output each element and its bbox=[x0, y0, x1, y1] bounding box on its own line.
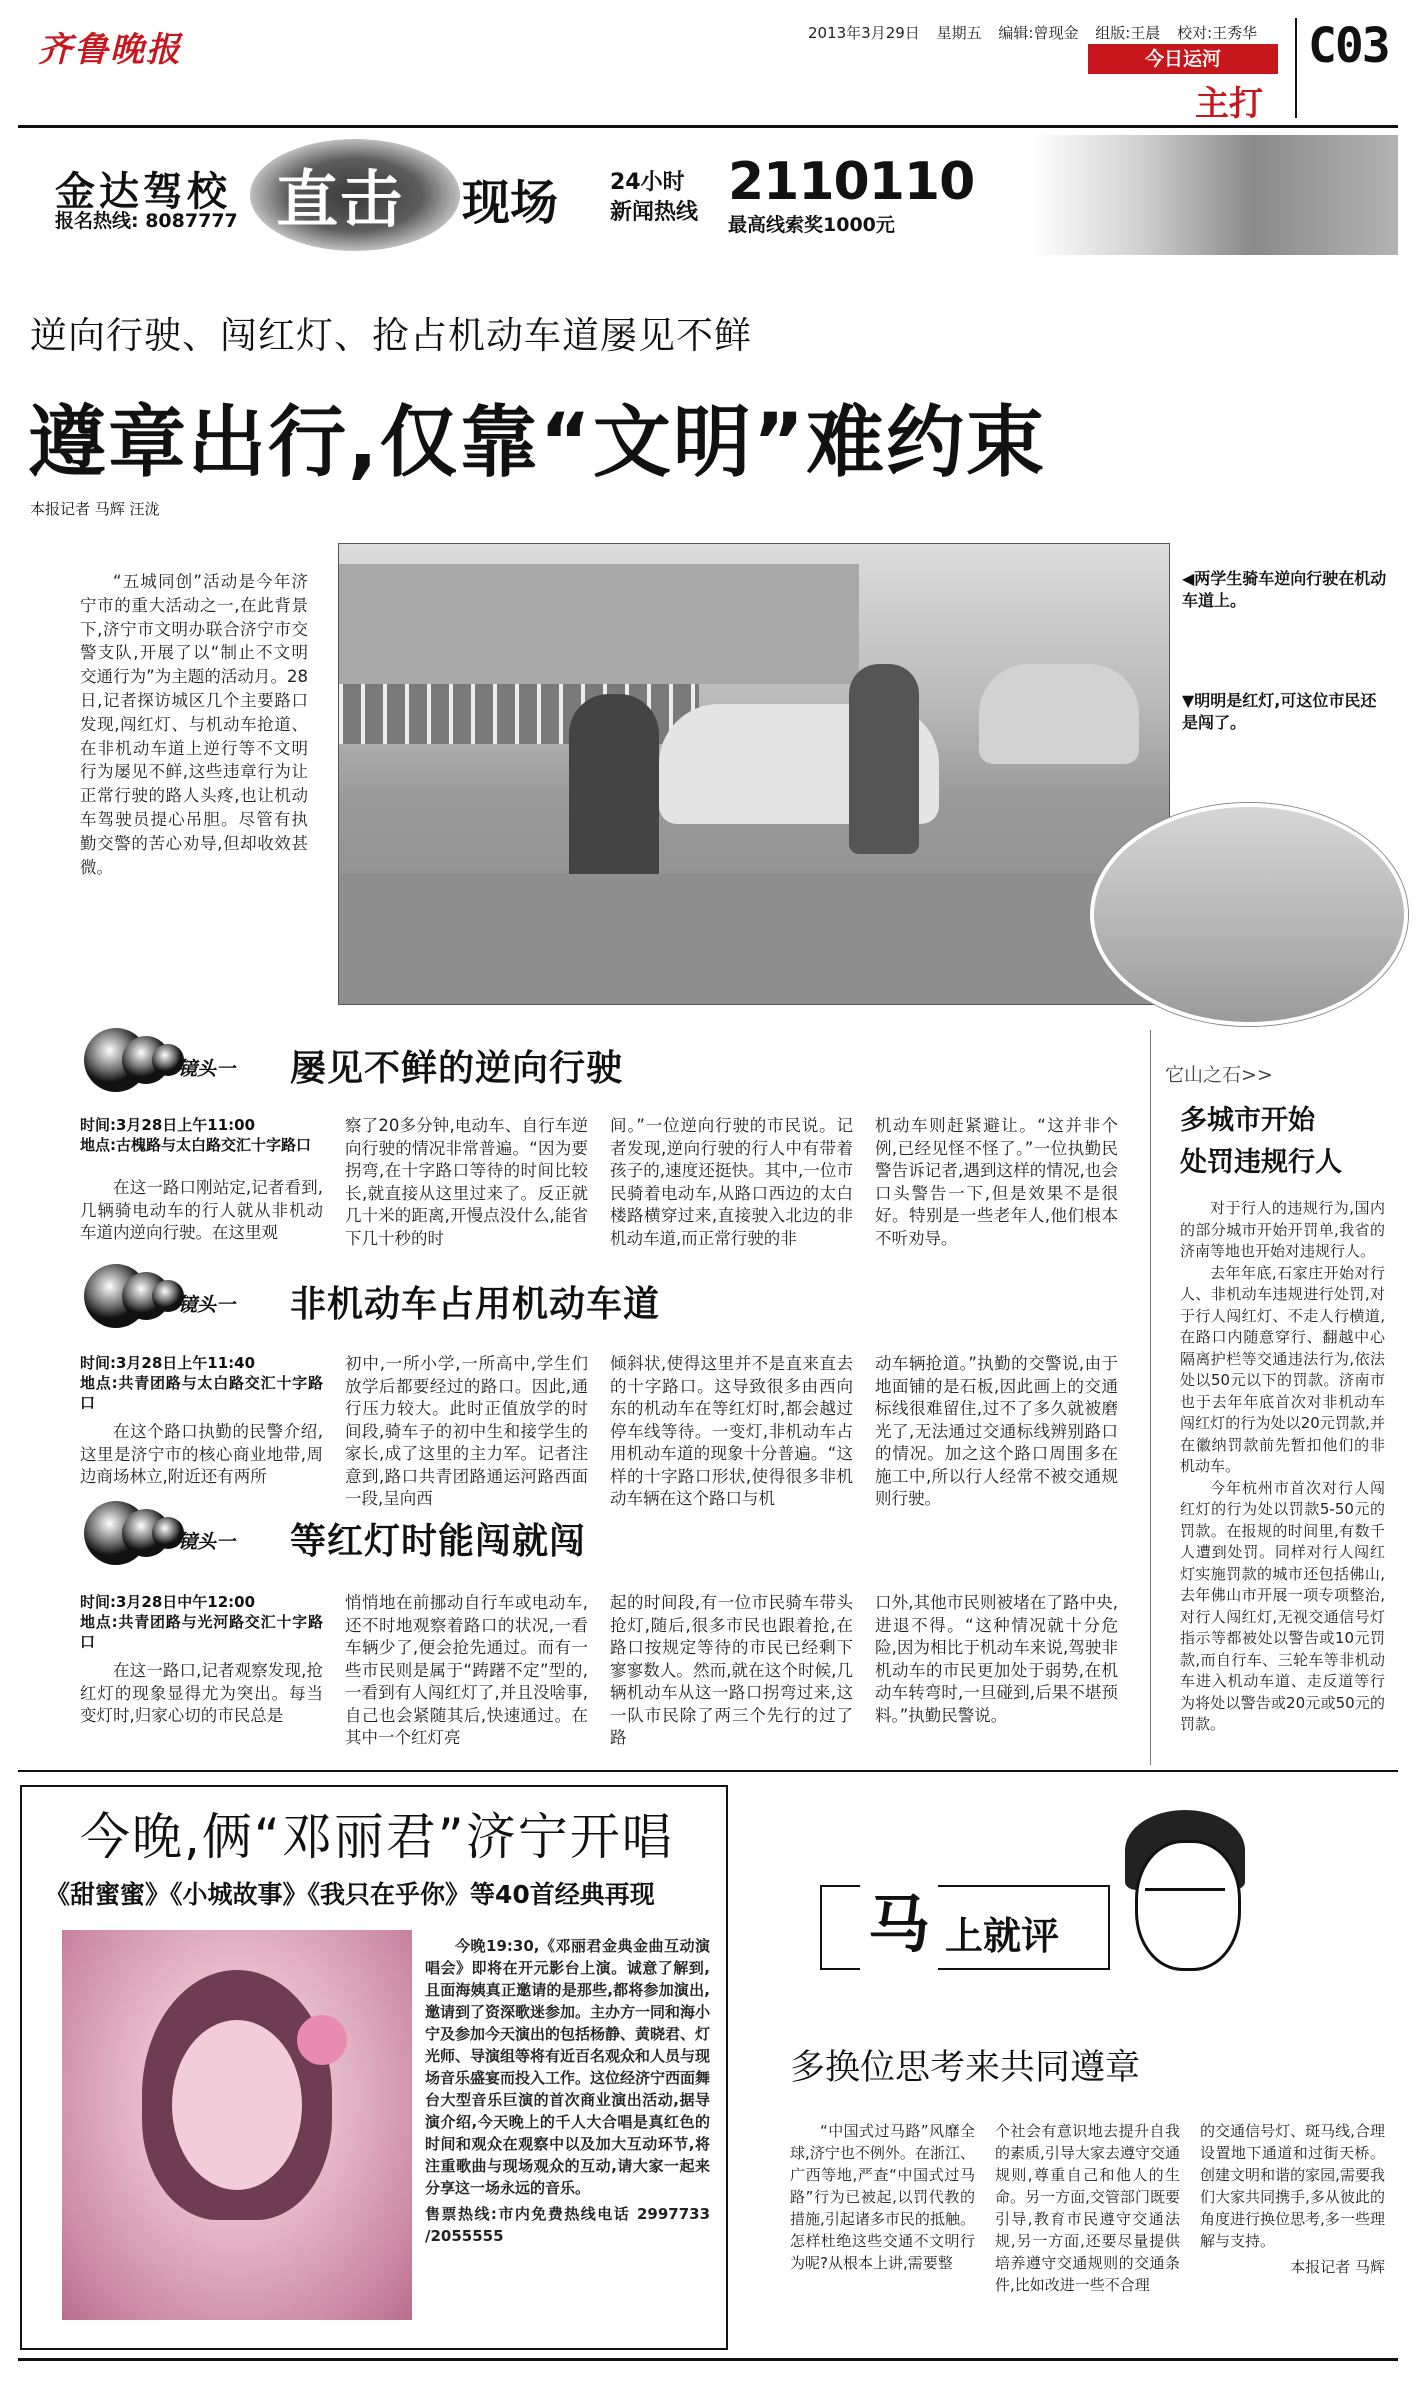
section-text: 在这一路口,记者观察发现,抢红灯的现象显得尤为突出。每当变灯时,归家心切的市民总是 bbox=[80, 1661, 323, 1725]
inset-photo bbox=[1090, 803, 1408, 1026]
sponsor-phone: 报名热线: 8087777 bbox=[55, 210, 238, 232]
lens-label: 镜头一 bbox=[178, 1058, 236, 1080]
reward-note: 最高线索奖1000元 bbox=[728, 214, 895, 236]
sidebar-body bbox=[1180, 1198, 1385, 1736]
editorial-column-name: 上就评 bbox=[945, 1914, 1060, 1958]
section-column bbox=[610, 1592, 853, 1750]
section-column bbox=[875, 1592, 1118, 1727]
section-column bbox=[345, 1115, 588, 1250]
proof-credit: 校对:王秀华 bbox=[1177, 24, 1258, 42]
section-column bbox=[345, 1592, 588, 1750]
issue-date: 2013年3月29日 bbox=[808, 24, 920, 42]
hair-flower bbox=[297, 2015, 347, 2065]
section-column bbox=[345, 1353, 588, 1511]
editorial-column bbox=[995, 2120, 1180, 2296]
section-text: 机动车则赶紧避让。“这并非个例,已经见怪不怪了。”一位执勤民警告诉记者,遇到这样的情况,也会口头警告一下,但是效果不是很好。特别是一些老年人,他们根本不听劝导。 bbox=[875, 1116, 1118, 1248]
section-text: 察了20多分钟,电动车、自行车逆向行驶的情况非常普遍。“因为要拐弯,在十字路口等待的时间比较长,就直接从这里过来了。反正就几十米的距离,开慢点没什么,能省下几十秒的时 bbox=[345, 1116, 588, 1248]
section-text: 起的时间段,有一位市民骑车带头抢灯,随后,很多市民也跟着抢,在路口按规定等待的市民已经剩下寥寥数人。然而,就在这个时候,几辆机动车从这一路口拐弯过来,这一队市民除了两三个先行的过了路 bbox=[610, 1593, 853, 1747]
edition-region-tag: 今日运河 bbox=[1088, 44, 1278, 74]
lens-label: 镜头一 bbox=[178, 1531, 236, 1553]
section-label: 主打 bbox=[1195, 84, 1263, 124]
sidebar-title-line-1: 多城市开始 bbox=[1180, 1105, 1315, 1136]
concert-body bbox=[425, 1935, 710, 2247]
singer-face bbox=[172, 2020, 302, 2190]
glasses-icon bbox=[1145, 1888, 1225, 1911]
hotline-label-2: 新闻热线 bbox=[610, 200, 699, 225]
section-column bbox=[80, 1353, 323, 1489]
column-title-sub: 现场 bbox=[462, 175, 559, 231]
paper-logo: 齐鲁晚报 bbox=[38, 30, 182, 70]
section-text: 在这一路口刚站定,记者看到,几辆骑电动车的行人就从非机动车道内逆向行驶。在这里观 bbox=[80, 1178, 323, 1242]
headline-kicker: 逆向行驶、闯红灯、抢占机动车道屡见不鲜 bbox=[30, 314, 752, 357]
editorial-column-char: 马 bbox=[860, 1880, 938, 1970]
photo-car-2 bbox=[979, 664, 1139, 764]
sidebar-paragraph: 今年杭州市首次对行人闯红灯的行为处以罚款5-50元的罚款。在报规的时间里,有数千人遭到处罚。同样对行人闯红灯实施罚款的城市还包括佛山,去年佛山市开展一项专项整治,对行人闯红灯,无视交通信号灯指示等都被处以警告或10元罚款,而自行车、三轮车等非机动车进入机动车道、走反道等行为将处以警告或20元或50元的罚款。 bbox=[1180, 1478, 1385, 1733]
editorial-text: 个社会有意识地去提升自我的素质,引导大家去遵守交通规则,尊重自己和他人的生命。另一方面,交管部门既要引导,教育市民遵守交通法规,另一方面,还要尽量提供培养遵守交通规则的交通条件,比如改进一些不合理 bbox=[995, 2122, 1180, 2294]
section-place: 地点:共青团路与光河路交汇十字路口 bbox=[80, 1613, 323, 1651]
news-photo bbox=[338, 543, 1170, 1005]
banner-photo-strip bbox=[1033, 135, 1398, 255]
section-text: 间。”一位逆向行驶的市民说。记者发现,逆向行驶的行人中有带着孩子的,速度还挺快。其中,一位市民骑着电动车,从路口西边的太白楼路横穿过来,直接驶入北边的非机动车道,而正常行驶的非 bbox=[610, 1116, 853, 1248]
section-column bbox=[875, 1353, 1118, 1511]
editorial-text: “中国式过马路”风靡全球,济宁也不例外。在浙江、广西等地,严查“中国式过马路”行为已被起,以罚代教的措施,引起诸多市民的抵触。怎样杜绝这些交通不文明行为呢?从根本上讲,需要整 bbox=[790, 2122, 975, 2272]
hotline-number: 2110110 bbox=[728, 152, 975, 212]
sidebar-divider bbox=[1150, 1030, 1151, 1765]
section-text: 动车辆抢道。”执勤的交警说,由于地面铺的是石板,因此画上的交通标线很难留住,过不了多久就被磨光了,无法通过交通标线辨别路口的情况。加之这个路口周围多在施工中,所以行人经常不被交通规则行驶。 bbox=[875, 1354, 1118, 1508]
lens-label: 镜头一 bbox=[178, 1294, 236, 1316]
section-column bbox=[610, 1115, 853, 1250]
photo-road bbox=[339, 874, 1169, 1004]
section-time: 时间:3月28日中午12:00 bbox=[80, 1593, 256, 1611]
section-text: 初中,一所小学,一所高中,学生们放学后都要经过的路口。因此,通行压力较大。此时正值放学的时间段,骑车子的初中生和接学生的家长,成了这里的主力军。记者注意到,路口共青团路通运河路西面一段,呈向西 bbox=[345, 1354, 588, 1508]
sidebar-paragraph: 对于行人的违规行为,国内的部分城市开始开罚单,我省的济南等地也开始对违规行人。 bbox=[1180, 1199, 1385, 1260]
editorial-title: 多换位思考来共同遵章 bbox=[790, 2048, 1141, 2088]
section-column bbox=[610, 1353, 853, 1511]
headline-byline: 本报记者 马辉 汪泷 bbox=[30, 500, 160, 518]
section-column bbox=[80, 1115, 323, 1245]
section-title: 非机动车占用机动车道 bbox=[290, 1284, 661, 1325]
section-place: 地点:共青团路与太白路交汇十字路口 bbox=[80, 1374, 323, 1412]
sidebar-title-line-2: 处罚违规行人 bbox=[1180, 1147, 1342, 1178]
header-divider-vertical bbox=[1295, 18, 1297, 118]
section-column bbox=[875, 1115, 1118, 1250]
section-column bbox=[80, 1592, 323, 1728]
headline-title: 遵章出行,仅靠“文明”难约束 bbox=[28, 398, 1047, 488]
column-title-main: 直击 bbox=[276, 163, 405, 236]
section-time: 时间:3月28日上午11:40 bbox=[80, 1354, 256, 1372]
section-time: 时间:3月28日上午11:00 bbox=[80, 1116, 256, 1134]
editorial-column bbox=[1200, 2120, 1385, 2278]
editorial-byline: 本报记者 马辉 bbox=[1290, 2258, 1385, 2276]
sidebar-paragraph: 去年年底,石家庄开始对行人、非机动车违规进行处罚,对于行人闯红灯、不走人行横道,在路口内随意穿行、翻越中心隔离护栏等交通违法行为,依法处以50元以下的罚款。济南市也于去年年底首次对非机动车闯红灯的行为处以20元罚款,并在徽纳罚款前先暂扣他们的非机动车。 bbox=[1180, 1263, 1385, 1475]
section-text: 口外,其他市民则被堵在了路中央,进退不得。“这种情况就十分危险,因为相比于机动车来说,驾驶非机动车的市民更加处于弱势,在机动车转弯时,一旦碰到,后果不堪预料。”执勤民警说。 bbox=[875, 1593, 1118, 1725]
photo-caption-2: ▼明明是红灯,可这位市民还是闯了。 bbox=[1182, 691, 1377, 732]
editorial-column bbox=[790, 2120, 975, 2274]
concert-subtitle: 《甜蜜蜜》《小城故事》《我只在乎你》等40首经典再现 bbox=[45, 1880, 655, 1909]
section-title: 屡见不鲜的逆向行驶 bbox=[290, 1048, 624, 1089]
lead-text: “五城同创”活动是今年济宁市的重大活动之一,在此背景下,济宁市文明办联合济宁市交警支队,开展了以“制止不文明交通行为”为主题的活动月。28日,记者探访城区几个主要路口发现,闯红灯、与机动车抢道、在非机动车道上逆行等不文明行为屡见不鲜,这些违章行为让正常行驶的路人头疼,也让机动车驾驶员提心吊胆。尽管有执勤交警的苦心劝导,但却收效甚微。 bbox=[80, 572, 308, 877]
columnist-portrait bbox=[1105, 1810, 1265, 1985]
issue-weekday: 星期五 bbox=[936, 24, 982, 42]
section-text: 倾斜状,使得这里并不是直来直去的十字路口。这导致很多由西向东的机动车在等红灯时,都会越过停车线等待。一变灯,非机动车占用机动车道的现象十分普遍。“这样的十字路口形状,使得很多非机动车辆在这个路口与机 bbox=[610, 1354, 853, 1508]
page-bottom-rule bbox=[18, 2358, 1398, 2361]
editor-credit: 编辑:曾现金 bbox=[998, 24, 1079, 42]
layout-credit: 组版:王晨 bbox=[1095, 24, 1161, 42]
section-text: 悄悄地在前挪动自行车或电动车,还不时地观察着路口的状况,一看车辆少了,便会抢先通过。而有一些市民则是属于“踌躇不定”型的,一看到有人闯红灯了,并且没啥事,自己也会紧随其后,快速通过。在其中一个红灯亮 bbox=[345, 1593, 588, 1747]
section-title: 等红灯时能闯就闯 bbox=[290, 1521, 587, 1562]
concert-title: 今晚,俩“邓丽君”济宁开唱 bbox=[80, 1808, 674, 1866]
hotline-label-1: 24小时 bbox=[610, 170, 685, 195]
section-place: 地点:古槐路与太白路交汇十字路口 bbox=[80, 1136, 312, 1154]
concert-ticket: 售票热线:市内免费热线电话 2997733 /2055555 bbox=[425, 2205, 710, 2245]
lens-icon bbox=[80, 1500, 190, 1566]
photo-building bbox=[339, 564, 859, 684]
lead-paragraph bbox=[80, 570, 308, 879]
lens-icon bbox=[80, 1027, 190, 1093]
editorial-text: 的交通信号灯、斑马线,合理设置地下通道和过街天桥。创建文明和谐的家园,需要我们大家共同携手,多从彼此的角度进行换位思考,多一些理解与支持。 bbox=[1200, 2122, 1385, 2250]
page-number: C03 bbox=[1308, 18, 1389, 74]
issue-info bbox=[808, 22, 1257, 43]
sidebar-tag: 它山之石>> bbox=[1165, 1064, 1273, 1086]
section-text: 在这个路口执勤的民警介绍,这里是济宁市的核心商业地带,周边商场林立,附近还有两所 bbox=[80, 1422, 323, 1486]
photo-caption-1: ◀两学生骑车逆向行驶在机动车道上。 bbox=[1182, 569, 1387, 610]
masthead-rule bbox=[18, 125, 1398, 128]
photo-cyclist-2 bbox=[849, 664, 919, 854]
sponsor-name: 金达驾校 bbox=[55, 169, 231, 215]
lens-icon bbox=[80, 1263, 190, 1329]
singer-photo bbox=[62, 1930, 412, 2320]
concert-text: 今晚19:30,《邓丽君金典金曲互动演唱会》即将在开元影台上演。诚意了解到,且面海姨真正邀请的是那些,都将参加演出,邀请到了资深歌迷参加。主办方一同和海小宁及参加今天演出的包括杨静、黄晓君、灯光师、导演组等将有近百名观众和人员与现场音乐盛宴而投入工作。这位经济宁西面舞台大型音乐巨演的首次商业演出活动,据导演介绍,今天晚上的千人大合唱是真红色的时间和观众在观察中以及加大互动环节,将注重歌曲与现场观众的互动,请大家一起来分享这一场永远的音乐。 bbox=[425, 1937, 711, 2197]
bottom-section-rule bbox=[18, 1770, 1398, 1772]
